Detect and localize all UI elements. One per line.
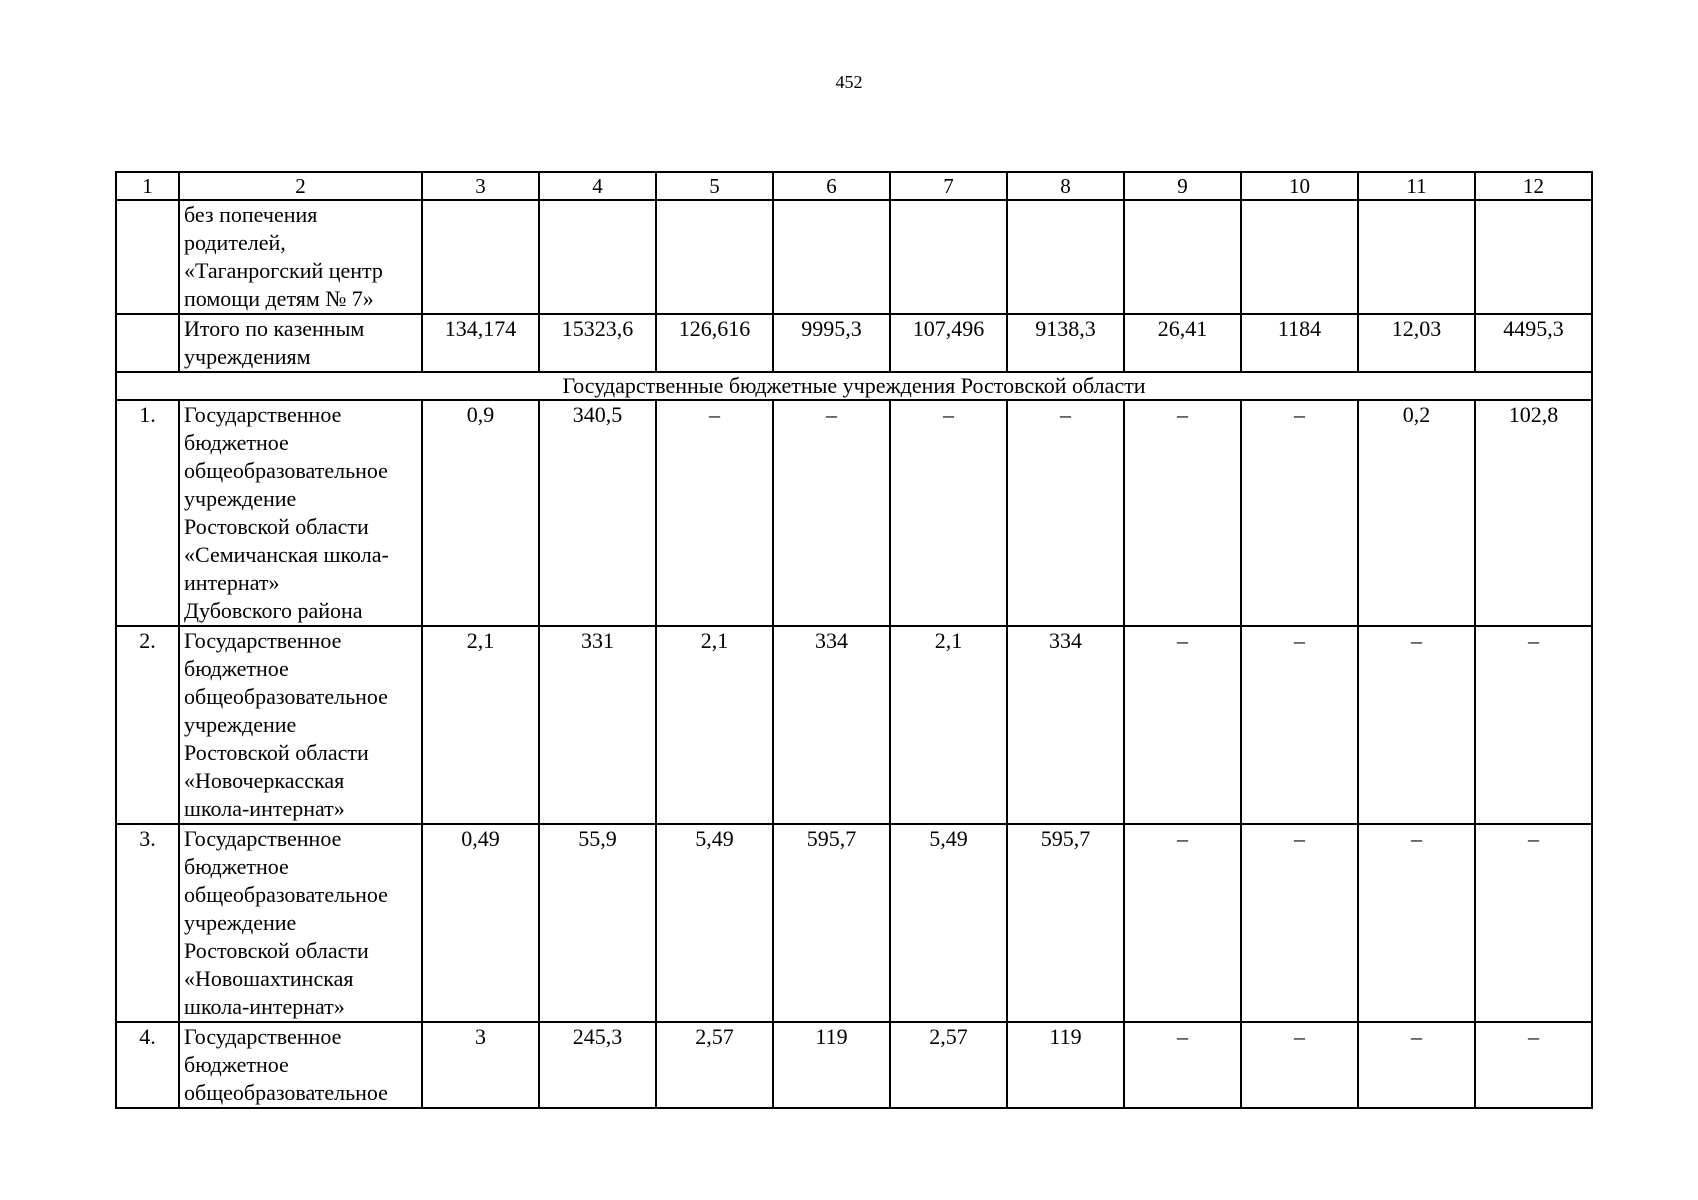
value-cell: 334 bbox=[773, 626, 890, 824]
institution-name-line: «Семичанская школа- bbox=[184, 542, 389, 567]
institution-name-line: Итого по казенным bbox=[184, 316, 365, 341]
institution-name-line: Ростовской области bbox=[184, 514, 369, 539]
row-number-cell bbox=[116, 200, 179, 314]
value-cell: – bbox=[1475, 1022, 1592, 1108]
value-cell: 331 bbox=[539, 626, 656, 824]
value-cell: – bbox=[773, 400, 890, 626]
institution-name-cell bbox=[179, 400, 422, 626]
institution-name-cell bbox=[179, 626, 422, 824]
institution-name-line: учреждение bbox=[184, 486, 297, 511]
institution-name-line: общеобразовательное bbox=[184, 458, 388, 483]
value-cell: – bbox=[1475, 626, 1592, 824]
value-cell: – bbox=[1007, 400, 1124, 626]
value-cell: 55,9 bbox=[539, 824, 656, 1022]
value-cell bbox=[1124, 200, 1241, 314]
value-cell bbox=[1475, 200, 1592, 314]
value-cell: – bbox=[1241, 824, 1358, 1022]
institution-name-line: Государственное bbox=[184, 826, 342, 851]
institution-name-cell bbox=[179, 1022, 422, 1108]
section-title: Государственные бюджетные учреждения Ростовской области bbox=[116, 372, 1592, 400]
value-cell: 5,49 bbox=[656, 824, 773, 1022]
value-cell: 134,174 bbox=[422, 314, 539, 372]
value-cell: 0,2 bbox=[1358, 400, 1475, 626]
institution-name-line: Дубовского района bbox=[184, 598, 363, 623]
header-cell: 3 bbox=[422, 172, 539, 200]
value-cell: 15323,6 bbox=[539, 314, 656, 372]
value-cell: – bbox=[1124, 1022, 1241, 1108]
institution-name-line: школа-интернат» bbox=[184, 796, 345, 821]
institution-name-line: Государственное bbox=[184, 402, 342, 427]
value-cell bbox=[422, 200, 539, 314]
value-cell: – bbox=[1124, 824, 1241, 1022]
table-row bbox=[116, 1022, 1592, 1108]
value-cell: 2,1 bbox=[656, 626, 773, 824]
data-table bbox=[115, 171, 1593, 1109]
table-row bbox=[116, 314, 1592, 372]
institution-name-line: Ростовской области bbox=[184, 938, 369, 963]
institution-name-line: «Новошахтинская bbox=[184, 966, 354, 991]
value-cell: 119 bbox=[1007, 1022, 1124, 1108]
value-cell bbox=[773, 200, 890, 314]
value-cell: 5,49 bbox=[890, 824, 1007, 1022]
institution-name-line: учреждение bbox=[184, 712, 297, 737]
value-cell: – bbox=[1358, 824, 1475, 1022]
value-cell: – bbox=[1124, 626, 1241, 824]
value-cell: 126,616 bbox=[656, 314, 773, 372]
value-cell: 340,5 bbox=[539, 400, 656, 626]
table-row bbox=[116, 626, 1592, 824]
value-cell: 1184 bbox=[1241, 314, 1358, 372]
value-cell: 2,57 bbox=[890, 1022, 1007, 1108]
institution-name-cell bbox=[179, 200, 422, 314]
value-cell: – bbox=[656, 400, 773, 626]
institution-name-line: учреждениям bbox=[184, 344, 311, 369]
header-cell: 12 bbox=[1475, 172, 1592, 200]
value-cell: – bbox=[890, 400, 1007, 626]
value-cell: 3 bbox=[422, 1022, 539, 1108]
value-cell: 2,57 bbox=[656, 1022, 773, 1108]
value-cell bbox=[539, 200, 656, 314]
institution-name-line: Государственное bbox=[184, 628, 342, 653]
header-cell: 5 bbox=[656, 172, 773, 200]
value-cell: 102,8 bbox=[1475, 400, 1592, 626]
row-number-cell: 1. bbox=[116, 400, 179, 626]
value-cell: 4495,3 bbox=[1475, 314, 1592, 372]
value-cell: – bbox=[1241, 1022, 1358, 1108]
header-cell: 8 bbox=[1007, 172, 1124, 200]
institution-name-line: общеобразовательное bbox=[184, 1080, 388, 1105]
value-cell: – bbox=[1475, 824, 1592, 1022]
institution-name-line: «Таганрогский центр bbox=[184, 258, 383, 283]
row-number-cell: 4. bbox=[116, 1022, 179, 1108]
header-cell: 4 bbox=[539, 172, 656, 200]
institution-name-line: Государственное bbox=[184, 1024, 342, 1049]
value-cell: 107,496 bbox=[890, 314, 1007, 372]
table-row bbox=[116, 200, 1592, 314]
value-cell: 334 bbox=[1007, 626, 1124, 824]
value-cell: 2,1 bbox=[890, 626, 1007, 824]
value-cell: 12,03 bbox=[1358, 314, 1475, 372]
value-cell: 2,1 bbox=[422, 626, 539, 824]
column-number-header bbox=[116, 172, 1592, 200]
institution-name-line: бюджетное bbox=[184, 1052, 289, 1077]
value-cell: 9138,3 bbox=[1007, 314, 1124, 372]
row-number-cell: 2. bbox=[116, 626, 179, 824]
institution-name-line: школа-интернат» bbox=[184, 994, 345, 1019]
institution-name-line: бюджетное bbox=[184, 430, 289, 455]
section-row bbox=[116, 372, 1592, 400]
institution-name-line: Ростовской области bbox=[184, 740, 369, 765]
header-cell: 6 bbox=[773, 172, 890, 200]
value-cell: 245,3 bbox=[539, 1022, 656, 1108]
value-cell: – bbox=[1241, 400, 1358, 626]
value-cell: 9995,3 bbox=[773, 314, 890, 372]
value-cell bbox=[656, 200, 773, 314]
institution-name-line: общеобразовательное bbox=[184, 684, 388, 709]
institution-name-line: без попечения bbox=[184, 202, 318, 227]
institution-name-line: помощи детям № 7» bbox=[184, 286, 374, 311]
row-number-cell: 3. bbox=[116, 824, 179, 1022]
value-cell bbox=[1358, 200, 1475, 314]
page-number: 452 bbox=[835, 72, 863, 92]
institution-name-line: бюджетное bbox=[184, 656, 289, 681]
value-cell: – bbox=[1358, 1022, 1475, 1108]
institution-name-cell bbox=[179, 824, 422, 1022]
institution-name-line: общеобразовательное bbox=[184, 882, 388, 907]
value-cell: – bbox=[1124, 400, 1241, 626]
value-cell: – bbox=[1358, 626, 1475, 824]
table-row bbox=[116, 400, 1592, 626]
value-cell: 0,49 bbox=[422, 824, 539, 1022]
value-cell: 119 bbox=[773, 1022, 890, 1108]
table-row bbox=[116, 824, 1592, 1022]
institution-name-cell bbox=[179, 314, 422, 372]
value-cell: 595,7 bbox=[773, 824, 890, 1022]
header-cell: 2 bbox=[179, 172, 422, 200]
institution-name-line: бюджетное bbox=[184, 854, 289, 879]
header-cell: 1 bbox=[116, 172, 179, 200]
header-cell: 11 bbox=[1358, 172, 1475, 200]
row-number-cell bbox=[116, 314, 179, 372]
institution-name-line: «Новочеркасская bbox=[184, 768, 345, 793]
value-cell: 595,7 bbox=[1007, 824, 1124, 1022]
institution-name-line: интернат» bbox=[184, 570, 280, 595]
institution-name-line: родителей, bbox=[184, 230, 286, 255]
value-cell bbox=[1241, 200, 1358, 314]
institution-name-line: учреждение bbox=[184, 910, 297, 935]
header-cell: 9 bbox=[1124, 172, 1241, 200]
value-cell: – bbox=[1241, 626, 1358, 824]
value-cell bbox=[890, 200, 1007, 314]
value-cell: 26,41 bbox=[1124, 314, 1241, 372]
value-cell bbox=[1007, 200, 1124, 314]
value-cell: 0,9 bbox=[422, 400, 539, 626]
header-cell: 7 bbox=[890, 172, 1007, 200]
header-cell: 10 bbox=[1241, 172, 1358, 200]
